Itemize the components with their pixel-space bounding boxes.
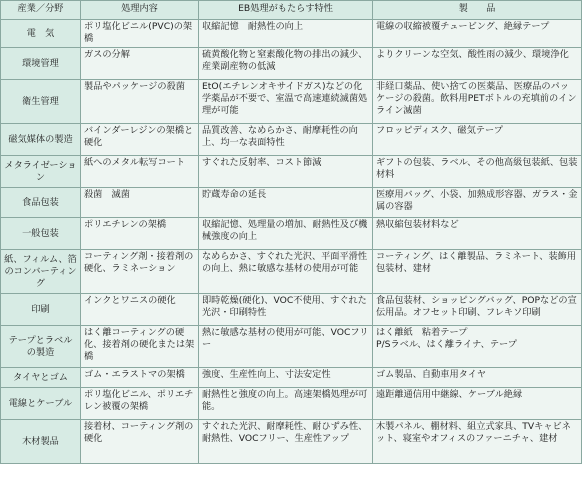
- cell-effect: 硫黄酸化物と窒素酸化物の排出の減少、産業副産物の低減: [199, 48, 373, 80]
- cell-effect: 耐熱性と強度の向上。高速架橋処理が可能。: [199, 388, 373, 420]
- cell-products: ゴム製品、自動車用タイヤ: [373, 368, 582, 388]
- table-row: [1, 188, 582, 218]
- cell-field: 電線とケーブル: [1, 388, 81, 420]
- table-row: [1, 156, 582, 188]
- table-row: [1, 250, 582, 294]
- cell-process: ガスの分解: [81, 48, 199, 80]
- cell-effect: 品質改善、なめらかさ、耐摩耗性の向上、均一な表面特性: [199, 124, 373, 156]
- cell-process: ゴム・エラストマの架橋: [81, 368, 199, 388]
- table-row: [1, 80, 582, 124]
- cell-field: 環境管理: [1, 48, 81, 80]
- cell-field: 食品包装: [1, 188, 81, 218]
- table-row: [1, 124, 582, 156]
- cell-effect: すぐれた反射率、コスト節減: [199, 156, 373, 188]
- header-effect: EB処理がもたらす特性: [199, 1, 373, 20]
- cell-effect: なめらかさ、すぐれた光沢、平面平滑性の向上、熱に敏感な基材の使用が可能: [199, 250, 373, 294]
- cell-products: 医療用バッグ、小袋、加熱成形容器、ガラス・金属の容器: [373, 188, 582, 218]
- cell-products: 非経口薬品、使い捨ての医薬品、医療品のパッケージの殺菌。飲料用PETボトルの充填前のインライン滅菌: [373, 80, 582, 124]
- cell-field: 印刷: [1, 294, 81, 326]
- cell-field: 一般包装: [1, 218, 81, 250]
- cell-effect: 収縮記憶 耐熱性の向上: [199, 20, 373, 48]
- cell-products: 木製パネル、棚材料、組立式家具、TVキャビネット、寝室やオフィスのファーニチャ、建材: [373, 420, 582, 464]
- cell-field: 紙、フィルム、箔のコンバーティング: [1, 250, 81, 294]
- cell-process: コーティング剤・接着剤の硬化、ラミネーション: [81, 250, 199, 294]
- table-row: [1, 294, 582, 326]
- cell-products: コーティング、はく離製品、ラミネート、装飾用包装材、建材: [373, 250, 582, 294]
- cell-process: インクとワニスの硬化: [81, 294, 199, 326]
- cell-process: 製品やパッケージの殺菌: [81, 80, 199, 124]
- cell-effect: 貯蔵寿命の延長: [199, 188, 373, 218]
- cell-process: 紙へのメタル転写コート: [81, 156, 199, 188]
- cell-products: フロッピディスク、磁気テープ: [373, 124, 582, 156]
- cell-products: 熱収縮包装材料など: [373, 218, 582, 250]
- cell-field: 木材製品: [1, 420, 81, 464]
- cell-field: テープとラベルの製造: [1, 326, 81, 368]
- cell-field: 磁気媒体の製造: [1, 124, 81, 156]
- table-row: [1, 368, 582, 388]
- cell-effect: 強度、生産性向上、寸法安定性: [199, 368, 373, 388]
- cell-effect: すぐれた光沢、耐摩耗性、耐ひずみ性、耐熱性、VOCフリー、生産性アップ: [199, 420, 373, 464]
- cell-process: バインダーレジンの架橋と硬化: [81, 124, 199, 156]
- table-row: [1, 218, 582, 250]
- cell-field: メタライゼーション: [1, 156, 81, 188]
- cell-process: ポリ塩化ビニル(PVC)の架橋: [81, 20, 199, 48]
- cell-process: ポリ塩化ビニル、ポリエチレン被覆の架橋: [81, 388, 199, 420]
- cell-effect: 熱に敏感な基材の使用が可能、VOCフリー: [199, 326, 373, 368]
- header-process: 処理内容: [81, 1, 199, 20]
- header-products: 製 品: [373, 1, 582, 20]
- table-header-row: [1, 1, 582, 20]
- cell-products: はく離紙 粘着テープ P/Sラベル、はく離ライナ、テープ: [373, 326, 582, 368]
- table-row: [1, 20, 582, 48]
- table-row: [1, 48, 582, 80]
- cell-products: 遠距離通信用中継線、ケーブル絶縁: [373, 388, 582, 420]
- table-row: [1, 388, 582, 420]
- cell-process: はく離コーティングの硬化、接着剤の硬化または架橋: [81, 326, 199, 368]
- cell-field: 電 気: [1, 20, 81, 48]
- table-row: [1, 420, 582, 464]
- cell-products: ギフトの包装、ラベル、その他高級包装紙、包装材料: [373, 156, 582, 188]
- cell-field: 衛生管理: [1, 80, 81, 124]
- cell-effect: 即時乾燥(硬化)、VOC不使用、すぐれた光沢・印刷特性: [199, 294, 373, 326]
- cell-effect: EtO(エチレンオキサイドガス)などの化学薬品が不要で、室温で高速連続滅菌処理が可能: [199, 80, 373, 124]
- header-field: 産業／分野: [1, 1, 81, 20]
- cell-products: 電線の収縮被覆チュービング、絶縁テープ: [373, 20, 582, 48]
- cell-products: 食品包装材、ショッピングバッグ、POPなどの宣伝用品。オフセット印刷、フレキソ印刷: [373, 294, 582, 326]
- cell-process: 殺菌 滅菌: [81, 188, 199, 218]
- cell-effect: 収縮記憶、処理量の増加、耐熱性及び機械強度の向上: [199, 218, 373, 250]
- cell-process: 接着材、コーティング剤の硬化: [81, 420, 199, 464]
- cell-process: ポリエチレンの架橋: [81, 218, 199, 250]
- cell-field: タイヤとゴム: [1, 368, 81, 388]
- table-row: [1, 326, 582, 368]
- cell-products: よりクリーンな空気、酸性雨の減少、環境浄化: [373, 48, 582, 80]
